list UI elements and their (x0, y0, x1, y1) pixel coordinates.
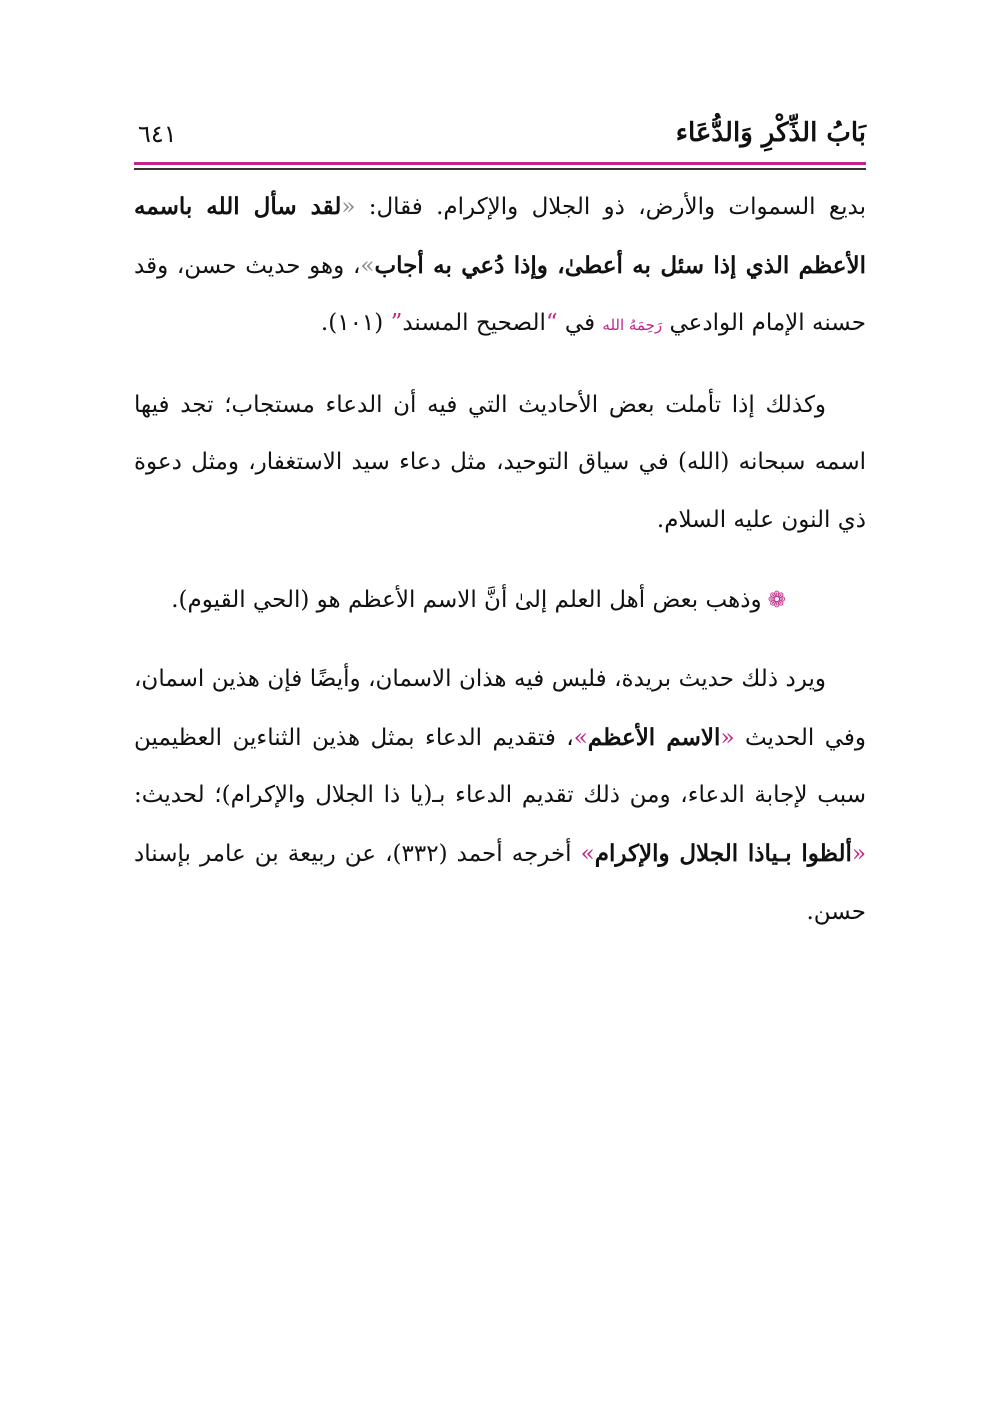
chapter-title: بَابُ الذِّكْرِ وَالدُّعَاء (675, 118, 866, 148)
quote-open: « (341, 194, 356, 220)
paragraph-2: وكذلك إذا تأملت بعض الأحاديث التي فيه أن الدعاء مستجاب؛ تجد فيها اسمه سبحانه (الله) في سياق التوحيد، مثل دعاء سيد الاستغفار، ومثل دعوة ذي النون عليه السلام. (134, 391, 866, 533)
quote-close: » (360, 252, 375, 279)
hadith-quote: ألظوا بـياذا الجلال والإكرام (594, 839, 852, 867)
page-header (134, 118, 866, 158)
paragraph-3: ❁وذهب بعض أهل العلم إلىٰ أنَّ الاسم الأعظم هو (الحي القيوم). (134, 572, 866, 630)
quote-close: ” (390, 310, 403, 337)
page-body (134, 178, 866, 941)
header-rule (134, 168, 866, 170)
hadith-quote: الاسم الأعظم (587, 723, 721, 751)
quote-open: “ (545, 310, 558, 337)
hadith-quote: لقد سأل الله باسمه الأعظم الذي إذا سئل به أعطىٰ، وإذا دُعي به أجاب (134, 193, 867, 279)
flower-icon: ❁ (767, 587, 786, 613)
quote-close: » (573, 724, 588, 751)
paragraph-4: ويرد ذلك حديث بريدة، فليس فيه هذان الاسمان، وأيضًا فإن هذين اسمان، وفي الحديث «الاسم الأعظم»، فتقديم الدعاء بمثل هذين الثناءين العظيمين سبب لإجابة الدعاء، ومن ذلك تقديم الدعاء بـ(يا ذا الجلال والإكرام)؛ لحديث: «ألظوا بـياذا الجلال والإكرام» أخرجه أحمد (٣٣٢)، عن ربيعة بن عامر بإسناد حسن. (134, 666, 867, 925)
quote-close: » (580, 840, 595, 867)
header-rule-accent (134, 162, 866, 165)
quote-open: « (851, 840, 867, 867)
honorific-glyph: رَحِمَهُ الله (602, 316, 663, 335)
paragraph-1: بديع السموات والأرض، ذو الجلال والإكرام. فقال: «لقد سأل الله باسمه الأعظم الذي إذا سئل به أعطىٰ، وإذا دُعي به أجاب»، وهو حديث حسن، وقد حسنه الإمام الوادعي رَحِمَهُ الله في “الصحيح المسند” (١٠١). (134, 193, 867, 337)
page-number: ٦٤١ (138, 120, 177, 148)
book-title: الصحيح المسند (402, 310, 546, 337)
quote-open: « (720, 724, 735, 751)
